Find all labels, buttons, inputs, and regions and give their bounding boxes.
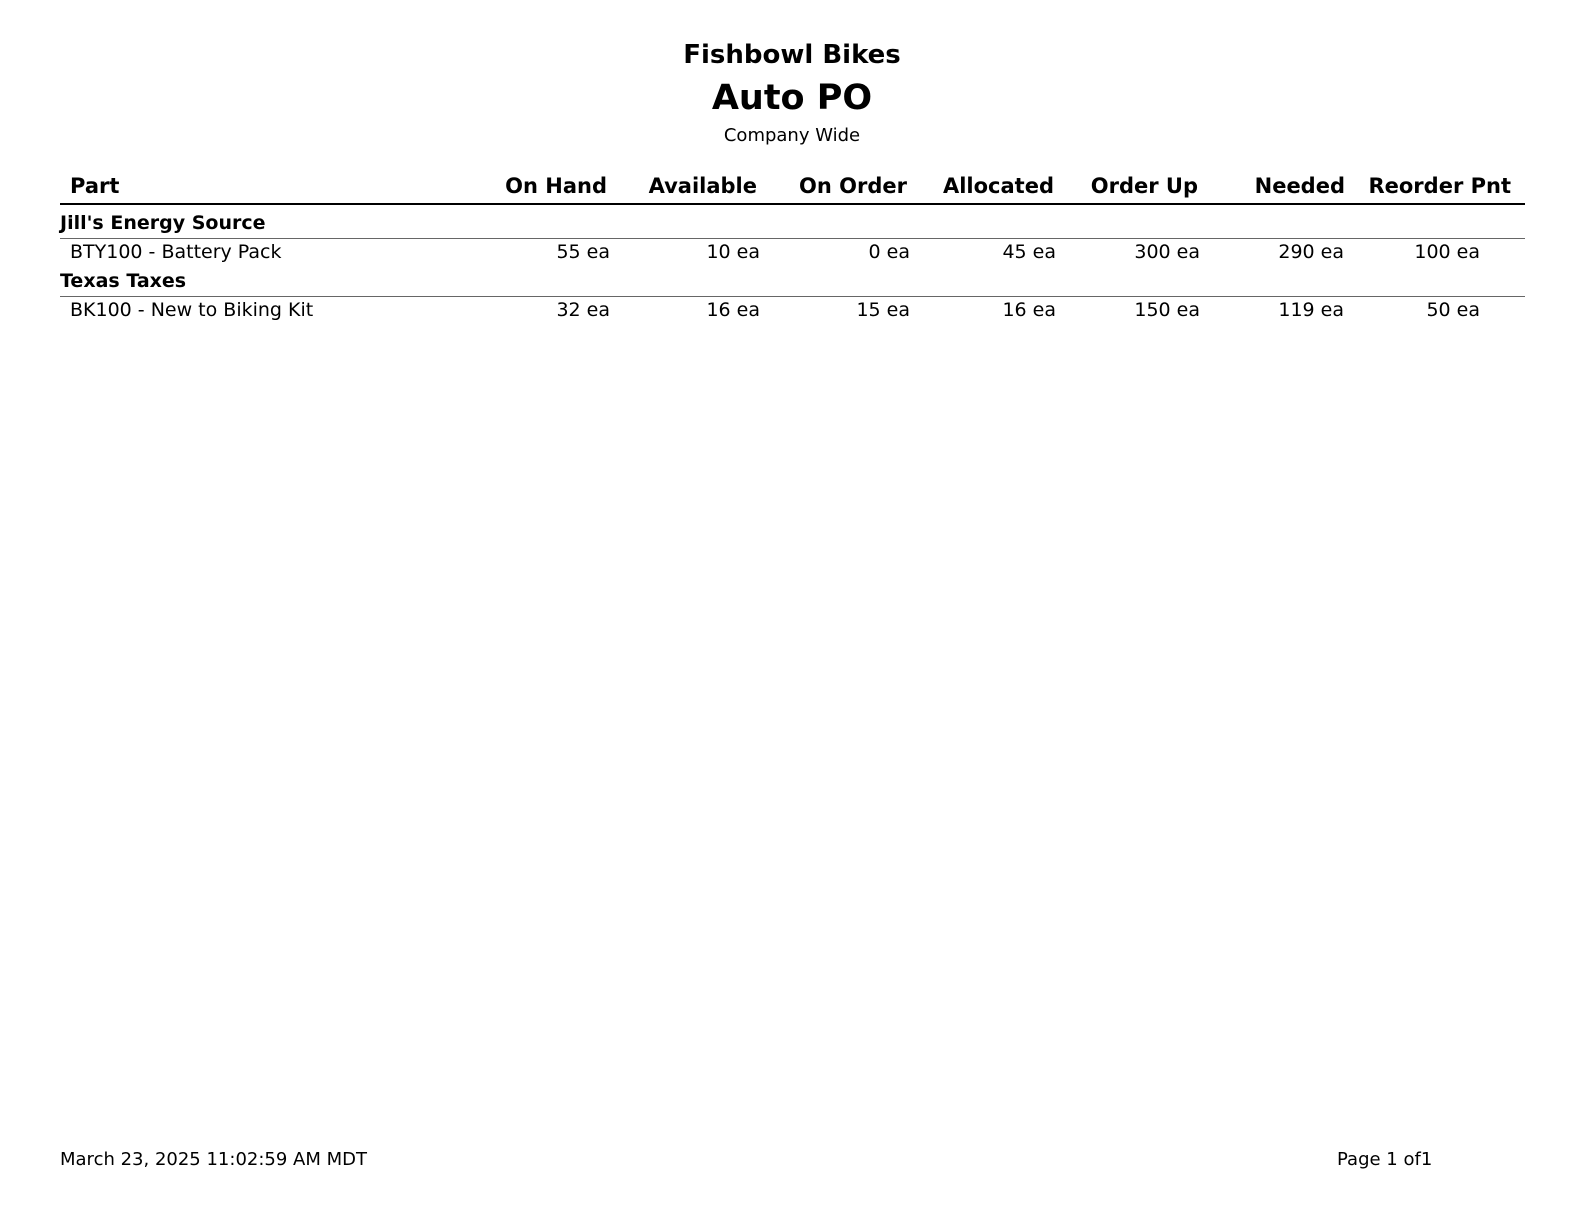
- company-name: Fishbowl Bikes: [683, 40, 901, 70]
- available-cell: 10 ea: [706, 241, 760, 263]
- on-order-cell: 0 ea: [868, 241, 910, 263]
- column-header-on-hand: On Hand: [505, 174, 607, 198]
- column-header-available: Available: [648, 174, 757, 198]
- order-up-cell: 150 ea: [1134, 299, 1200, 321]
- reorder-pnt-cell: 50 ea: [1426, 299, 1480, 321]
- column-header-needed: Needed: [1254, 174, 1345, 198]
- report-table: [60, 172, 1525, 321]
- reorder-pnt-cell: 100 ea: [1414, 241, 1480, 263]
- vendor-group-header: [60, 205, 1525, 239]
- on-hand-cell: 55 ea: [556, 241, 610, 263]
- column-header-part: Part: [70, 174, 120, 198]
- vendor-name: Jill's Energy Source: [60, 212, 266, 234]
- allocated-cell: 45 ea: [1002, 241, 1056, 263]
- available-cell: 16 ea: [706, 299, 760, 321]
- allocated-cell: 16 ea: [1002, 299, 1056, 321]
- order-up-cell: 300 ea: [1134, 241, 1200, 263]
- footer-page-number: Page 1 of1: [1337, 1149, 1433, 1170]
- column-header-reorder-pnt: Reorder Pnt: [1368, 174, 1511, 198]
- on-order-cell: 15 ea: [856, 299, 910, 321]
- report-title: Auto PO: [711, 78, 873, 118]
- part-cell: BK100 - New to Biking Kit: [70, 299, 314, 321]
- report-subtitle: Company Wide: [723, 125, 861, 146]
- needed-cell: 119 ea: [1278, 299, 1344, 321]
- vendor-name: Texas Taxes: [60, 270, 187, 292]
- footer-timestamp: March 23, 2025 11:02:59 AM MDT: [60, 1149, 367, 1170]
- column-header-allocated: Allocated: [942, 174, 1054, 198]
- table-row: [60, 239, 1525, 263]
- part-cell: BTY100 - Battery Pack: [70, 241, 282, 263]
- on-hand-cell: 32 ea: [556, 299, 610, 321]
- vendor-group-header: [60, 263, 1525, 297]
- needed-cell: 290 ea: [1278, 241, 1344, 263]
- column-header-order-up: Order Up: [1090, 174, 1198, 198]
- table-header: [60, 172, 1525, 205]
- table-row: [60, 297, 1525, 321]
- column-header-on-order: On Order: [799, 174, 907, 198]
